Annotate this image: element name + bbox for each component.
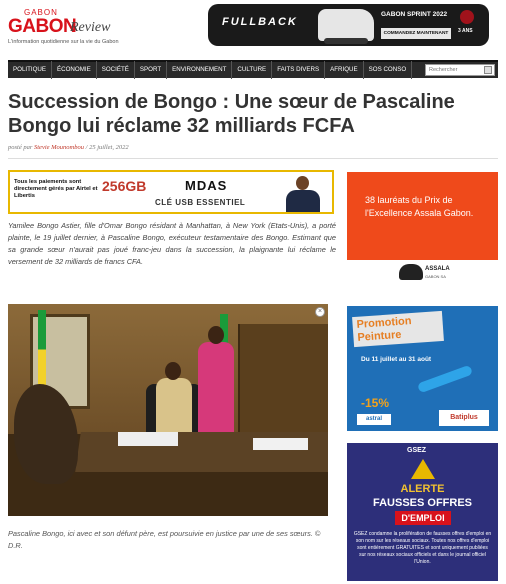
- ad-brand: MDAS: [185, 178, 228, 193]
- paint-promo-ad[interactable]: [347, 306, 498, 431]
- nav-item-culture[interactable]: CULTURE: [232, 61, 272, 79]
- assala-brand-sub: GABON SA: [425, 274, 446, 279]
- ad-payment-text: Tous les paiements sont directement gérés par Airtel et Libertis: [14, 179, 98, 199]
- nav-item-afrique[interactable]: AFRIQUE: [325, 61, 364, 79]
- search-icon[interactable]: [484, 66, 492, 74]
- site-header: [0, 0, 506, 56]
- paint-roller-icon: [417, 365, 473, 394]
- main-nav: [8, 60, 498, 78]
- nav-item-societe[interactable]: SOCIÉTÉ: [97, 61, 135, 79]
- promo-percent: -15%: [361, 396, 390, 410]
- banner-cta-button[interactable]: COMMANDEZ MAINTENANT: [381, 28, 451, 39]
- logo-sub: Review: [70, 20, 111, 35]
- close-icon[interactable]: ×: [315, 307, 325, 317]
- gsez-logo: GSEZ: [407, 447, 427, 454]
- nav-item-faits-divers[interactable]: FAITS DIVERS: [272, 61, 325, 79]
- ad-product: CLÉ USB ESSENTIEL: [155, 198, 246, 207]
- astral-logo: astral: [357, 414, 391, 425]
- gsez-notice-text: GSEZ condamne la prolifération de fausses offres d'emploi en son nom sur les réseaux sociaux. Toutes nos offres d'emploi sont entièrement GRATUITES et sont uniquement publiées sur nos réseaux sociaux officiels et dans le journal officiel l'Union.: [353, 531, 492, 565]
- ad-person-image: [278, 174, 328, 214]
- usb-ad-banner[interactable]: [8, 170, 334, 214]
- byline-prefix: posté par: [8, 144, 33, 151]
- photo-caption: Pascaline Bongo, ici avec et son défunt père, est poursuivie en justice par une de ses sœurs. © D.R.: [8, 529, 321, 550]
- logo-crest: GABON: [24, 8, 58, 17]
- site-logo[interactable]: [8, 6, 148, 46]
- assala-brand: ASSALA: [425, 266, 450, 272]
- warning-icon: [411, 459, 435, 479]
- assala-ad-text: 38 lauréats du Prix de l'Excellence Assala Gabon.: [365, 195, 474, 218]
- article-date: / 25 juillet, 2022: [85, 144, 129, 151]
- logo-tagline: L'information quotidienne sur la vie du Gabon: [8, 39, 119, 45]
- article-photo: [8, 304, 328, 516]
- alert-heading: ALERTE: [400, 483, 445, 495]
- promo-dates: Du 11 juillet au 31 août: [361, 356, 432, 363]
- banner-years: 3 ANS: [458, 28, 473, 34]
- ad-storage-size: 256GB: [102, 178, 147, 194]
- logo-brand: GABON: [8, 16, 77, 37]
- divider: [8, 158, 498, 159]
- brand-logo-icon: [460, 10, 474, 24]
- nav-item-economie[interactable]: ÉCONOMIE: [52, 61, 97, 79]
- article-byline: [8, 144, 129, 151]
- gsez-alert-ad[interactable]: [347, 443, 498, 581]
- promo-title: Promotion Peinture: [352, 311, 444, 347]
- nav-item-politique[interactable]: POLITIQUE: [8, 61, 52, 79]
- search-box: [425, 64, 495, 76]
- emploi-badge: D'EMPLOI: [395, 511, 451, 525]
- author-link[interactable]: Stevie Mounombou: [34, 144, 85, 151]
- banner-promo: GABON SPRINT 2022: [381, 11, 448, 18]
- article-lead: Yamilee Bongo Astier, fille d'Omar Bongo résidant à Manhattan, à New York (Etats-Unis), a porté plainte, le 19 juillet dernier, à Pascaline Bongo, exécuteur testamentaire des Bongo. Estimant que sa grande sœur n'aurait pas joué franc-jeu dans la succession, la plaignante lui réclame le versement de 32 milliards de francs CFA.: [8, 221, 336, 267]
- nav-item-sport[interactable]: SPORT: [135, 61, 167, 79]
- article-title: Succession de Bongo : Une sœur de Pascaline Bongo lui réclame 32 milliards FCFA: [8, 91, 455, 137]
- search-input[interactable]: [426, 65, 484, 75]
- batiplus-logo: Batiplus: [439, 410, 489, 426]
- nav-item-sos-conso[interactable]: SOS CONSO: [364, 61, 412, 79]
- banner-model: FULLBACK: [222, 16, 298, 28]
- top-banner-ad[interactable]: [208, 4, 489, 46]
- car-image: [318, 9, 374, 41]
- assala-ad[interactable]: [347, 172, 498, 290]
- elephant-icon: [399, 264, 423, 280]
- fake-offers-heading: FAUSSES OFFRES: [372, 497, 473, 509]
- nav-item-environnement[interactable]: ENVIRONNEMENT: [167, 61, 232, 79]
